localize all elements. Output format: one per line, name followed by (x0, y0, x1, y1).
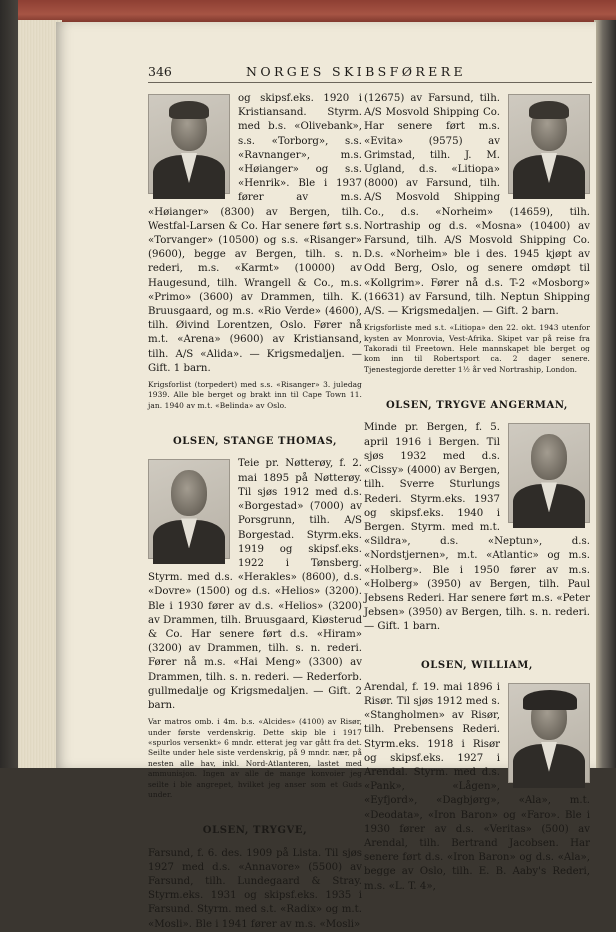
left-column (148, 92, 362, 932)
portrait-photo-3 (508, 94, 590, 194)
portrait-photo-2 (148, 459, 230, 559)
entry-text: Teie pr. Nøtterøy, f. 2. mai 1895 på Nøtterøy. Til sjøs 1912 med d.s. «Borgestad» (7000) av Porsgrunn, tilh. A/S Borgestad. Styrm.eks. 1919 og skipsf.eks. 1922 i Tønsberg. Styrm. med d.s. «Herakles» (8600), d.s. «Dovre» (1500) og d.s. «Helios» (3200). Ble i 1930 fører av d.s. «Helios» (3200) av Drammen, tilh. Bruusgaard, Kiøsterud & Co. Har senere ført d.s. «Hiram» (3200) av Drammen, tilh. s. n. rederi. Fører nå m.s. «Hai Meng» (3300) av Drammen, tilh. s. n. rederi. — Rederforb. gullmedalje og Krigsmedaljen. — Gift. 2 barn. (148, 458, 362, 711)
header-rule (148, 82, 592, 83)
page-number: 346 (148, 64, 172, 79)
portrait-photo-1 (148, 94, 230, 194)
entry-text: Farsund, f. 6. des. 1909 på Lista. Til sjøs 1927 med d.s. «Annavore» (5500) av Farsund, tilh. Lundegaard & Stray. Styrm.eks. 1931 og skipsf.eks. 1935 i Farsund. Styrm. med s.t. «Radix» og m.t. «Mosli». Ble i 1941 fører av m.s. «Mosli» (148, 847, 362, 930)
entry-text: Minde pr. Bergen, f. 5. april 1916 i Bergen. Til sjøs 1932 med d.s. «Cissy» (4000) av Bergen, tilh. Sverre Sturlungs Rederi. Styrm.eks. 1937 og skipsf.eks. 1940 i Bergen. Styrm. med m.t. «Sildra», d.s. «Neptun», d.s. «Nordstjernen», m.t. «Atlantic» og m.s. «Holberg». Ble i 1950 fører av m.s. «Holberg» (3950) av Bergen, tilh. Paul Jebsens Rederi. Har senere ført m.s. «Peter Jebsen» (3950) av Bergen, tilh. s. n. rederi. — Gift. 1 barn. (364, 422, 590, 633)
book-cover-left (0, 0, 20, 768)
page-title: NORGES SKIBSFØRERE (246, 64, 467, 79)
entry-note: Krigsforlist (torpedert) med s.s. «Risanger» 3. juledag 1939. Alle ble berget og brakt inn til Cape Town 11. jan. 1940 av m.t. «Belinda» av Oslo. (148, 380, 362, 410)
book-cover-right (594, 20, 616, 768)
entry-heading: OLSEN, TRYGVE ANGERMAN, (385, 400, 569, 412)
portrait-hair (529, 101, 569, 119)
portrait-head (171, 470, 207, 516)
running-header (56, 64, 596, 82)
book-page (56, 22, 596, 930)
entry-text: Arendal, f. 19. mai 1896 i Risør. Til sjøs 1912 med s. «Stangholmen» av Risør, tilh. Prebensens Rederi. Styrm.eks. 1918 i Risør og skipsf.eks. 1927 i Arendal. Styrm. med d.s. «Pank», «Lågen», «Eyfjord», «Dagbjørg», «Ala», m.t. «Deodata», «Iron Baron» og «Faro». Ble i 1930 fører av d.s. «Veritas» (500) av Arendal, tilh. Bertrand Jacobsen. Har senere ført d.s. «Iron Baron» og d.s. «Ala», begge av Oslo, tilh. E. B. Aaby's Rederi, m.s. «L. T. 4», (364, 681, 590, 892)
portrait-head (531, 434, 567, 480)
entry-heading: OLSEN, WILLIAM, (420, 659, 533, 671)
portrait-photo-4 (508, 423, 590, 523)
portrait-captain-cap (523, 690, 577, 710)
right-column (364, 92, 590, 894)
entry-heading: OLSEN, STANGE THOMAS, (172, 436, 338, 448)
entry-heading: OLSEN, TRYGVE, (202, 825, 308, 837)
portrait-photo-5 (508, 683, 590, 783)
portrait-hair (169, 101, 209, 119)
entry-note: Krigsforliste med s.t. «Litiopa» den 22. okt. 1943 utenfor kysten av Monrovia, Vest-Afrika. Skipet var på reise fra Takoradi til Freetown. Hele mannskapet ble berget og kom inn til Robertsport ca. 2 dager senere. Tjenestegjorde deretter 1½ år ved Nortraship, London. (364, 323, 590, 374)
entry-text: og skipsf.eks. 1920 i Kristiansand. Styrm. med b.s. «Olivebank», s.s. «Torborg», s.s. «Ravnanger», m.s. «Høianger» og s.s. «Henrik». Ble i 1937 fører av m.s. «Høianger» (8300) av Bergen, tilh. Westfal-Larsen & Co. Har senere ført s.s. «Torvanger» (10500) og s.s. «Risanger» (9600), begge av Bergen, tilh. s. n. rederi, m.s. «Karmt» (10000) av Haugesund, tilh. Wrangell & Co., m.s. «Primo» (3600) av Drammen, tilh. K. Bruusgaard, og m.s. «Rio Verde» (4600), tilh. Øivind Lorentzen, Oslo. Fører nå m.t. «Arena» (9600) av Kristiansand, tilh. A/S «Alida». — Krigsmedaljen. — Gift. 1 barn. (148, 93, 362, 374)
entry-note: Var matros omb. i 4m. b.s. «Alcides» (4100) av Risør, under første verdenskrig. Dette skip ble i 1917 «spurlos versenkt» 6 mndr. etterat jeg var gått fra det. Seilte under hele siste verdenskrig, på 9 mndr. nær, på nesten alle hav, inkl. Nord-Atlanteren, lastet med ammunisjon. Ingen av alle de mange konvoier jeg seilte i ble angrepet, hvilket jeg anser som et Guds under. (148, 717, 362, 799)
entry-text: (12675) av Farsund, tilh. A/S Mosvold Shipping Co. Har senere ført m.s. «Evita» (9575) av Grimstad, tilh. J. M. Ugland, d.s. «Litiopa» (8000) av Farsund, tilh. A/S Mosvold Shipping Co., d.s. «Norheim» (14659), tilh. Nortraship og d.s. «Mosna» (10400) av Farsund, tilh. A/S Mosvold Shipping Co. D.s. «Norheim» ble i des. 1945 kjøpt av Odd Berg, Oslo, og senere omdøpt til «Kollgrim». Fører nå d.s. T-2 «Mosborg» (16631) av Farsund, tilh. Neptun Shipping A/S. — Krigsmedaljen. — Gift. 2 barn. (364, 93, 590, 318)
